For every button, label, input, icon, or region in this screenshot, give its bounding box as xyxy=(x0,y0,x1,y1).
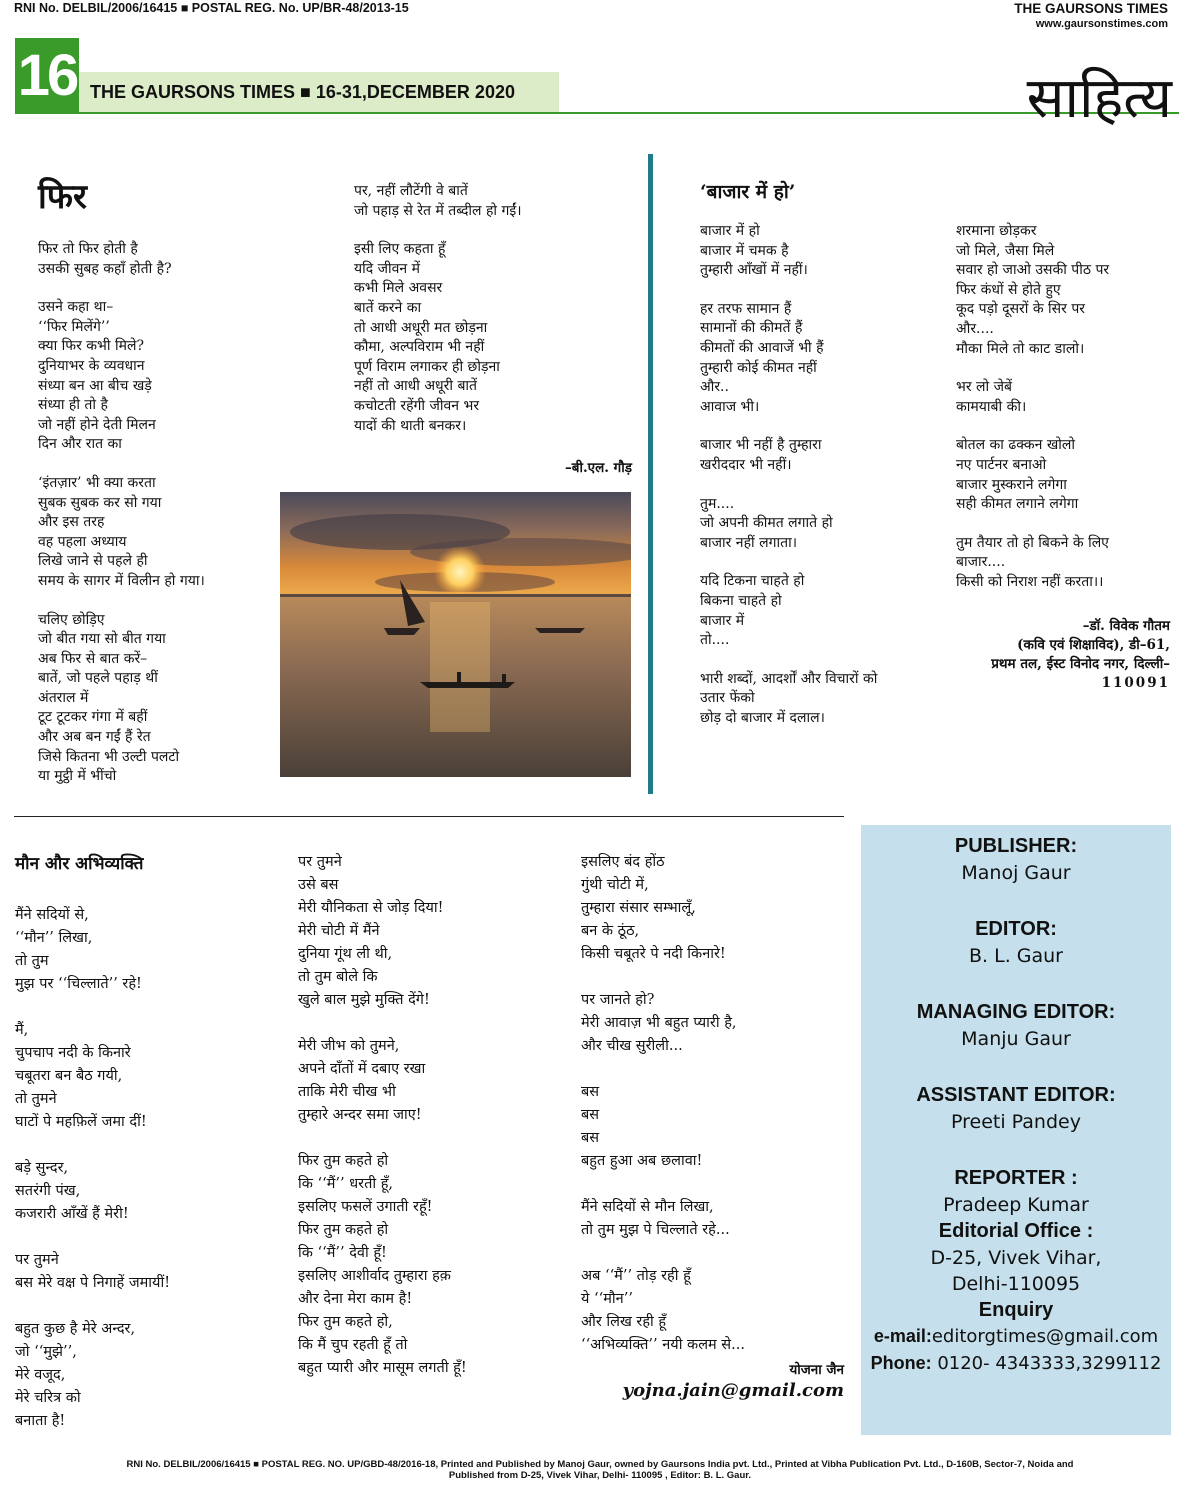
office-address-line: D-25, Vivek Vihar, xyxy=(930,1247,1102,1269)
poem-line: नहीं तो आधी अधूरी बातें xyxy=(354,378,478,395)
poem-line: यदि टिकना चाहते हो xyxy=(700,573,805,590)
poem-line: जो ‘‘मुझे’’, xyxy=(15,1344,77,1360)
poem-line: बनाता है! xyxy=(15,1413,66,1429)
email-address[interactable]: editorgtimes@gmail.com xyxy=(931,1326,1159,1347)
stanza xyxy=(298,851,568,1012)
poem-line: मेरी चोटी में मैंने xyxy=(298,923,380,939)
poem-line: बहुत हुआ अब छलावा! xyxy=(581,1153,703,1169)
poem2-author: –डॉ. विवेक गौतम xyxy=(1082,618,1170,634)
stanza xyxy=(700,436,950,475)
poem-line: खरीददार भी नहीं। xyxy=(700,456,792,473)
poem-line: और लिख रही हूँ xyxy=(581,1314,667,1330)
poem1-title: फिर xyxy=(38,177,87,217)
stanza xyxy=(581,1196,851,1242)
stanza xyxy=(700,300,950,418)
poem-line: मैंने सदियों से मौन लिखा, xyxy=(581,1199,714,1215)
poem-line: पूर्ण विराम लगाकर ही छोड़ना xyxy=(354,358,500,375)
stanza xyxy=(354,240,644,436)
poem-line: तो तुम बोले कि xyxy=(298,969,378,985)
website: www.gaursonstimes.com xyxy=(1035,18,1168,30)
poem-line: समय के सागर में विलीन हो गया। xyxy=(38,572,205,589)
sunset-boats-image xyxy=(280,492,631,777)
poem3-email: yojna.jain@gmail.com xyxy=(622,1380,844,1401)
stanza xyxy=(581,1081,851,1173)
poem-line: और देना मेरा काम है! xyxy=(298,1291,413,1307)
poem-line: कि ‘‘मैं’’ देवी हूँ! xyxy=(298,1245,387,1261)
poem-line: मैंने सदियों से, xyxy=(15,907,89,923)
stanza xyxy=(15,1249,275,1295)
poem1-author: –बी.एल. गौड़ xyxy=(565,460,632,476)
poem-line: कि मैं चुप रहती हूँ तो xyxy=(298,1337,408,1353)
poem-line: इसलिए फसलें उगाती रहूँ! xyxy=(298,1199,433,1215)
poem-line: कचोटती रहेंगी जीवन भर xyxy=(354,397,480,414)
imprint-line: RNI No. DELBIL/2006/16415 ■ POSTAL REG. NO. UP/GBD-48/2016-18, Printed and Published by Manoj Gaur, owned by Gaursons India pvt. Ltd., Printed at Vibha Publication Pvt. Ltd., D-160B, Sector-7, Noida and xyxy=(126,1459,1074,1470)
poem-line: उसकी सुबह कहाँ होती है? xyxy=(38,260,172,277)
poem3-col1 xyxy=(15,904,275,1456)
stanza xyxy=(298,1035,568,1127)
imprint-line: Published from D-25, Vivek Vihar, Delhi- 110095 , Editor: B. L. Gaur. xyxy=(448,1470,752,1481)
poem-line: ‘‘फिर मिलेंगे’’ xyxy=(38,318,110,335)
poem-line: इसी लिए कहता हूँ xyxy=(354,241,446,258)
stanza xyxy=(700,572,950,650)
poem-line: पर, नहीं लौटेंगी वे बातें xyxy=(354,183,468,199)
poem-line: ये ‘‘मौन’’ xyxy=(581,1291,633,1307)
poem-line: तुम्हारी आँखों में नहीं। xyxy=(700,262,808,279)
managing-editor-name: Manju Gaur xyxy=(961,1028,1071,1050)
poem-line: तो तुम xyxy=(15,953,49,969)
poem-line: मेरे चरित्र को xyxy=(15,1390,81,1406)
poem-line: दिन और रात का xyxy=(38,436,122,453)
poem-line: छोड़ दो बाजार में दलाल। xyxy=(700,709,825,726)
poem-line: शरमाना छोड़कर xyxy=(956,223,1037,239)
header-rule xyxy=(79,112,1179,114)
poem-line: और अब बन गईं हैं रेत xyxy=(38,729,151,746)
poem-line: जो पहाड़ से रेत में तब्दील हो गईं। xyxy=(354,202,522,219)
poem-line: तुम्हारी कोई कीमत नहीं xyxy=(700,359,817,376)
poem-line: मेरी यौनिकता से जोड़ दिया! xyxy=(298,900,444,916)
poem-line: कामयाबी की। xyxy=(956,398,1027,415)
stanza xyxy=(956,222,1171,359)
poem-line: बाजार भी नहीं है तुम्हारा xyxy=(700,437,822,454)
poem-line: बस xyxy=(581,1130,600,1146)
poem-line: तुम्हारा संसार सम्भालूँ, xyxy=(581,900,696,916)
poem-line: वह पहला अध्याय xyxy=(38,533,127,550)
managing-editor-label: MANAGING EDITOR: xyxy=(916,1001,1116,1023)
email-label: e-mail: xyxy=(873,1326,932,1346)
poem-line: पर तुमने xyxy=(298,854,342,870)
stanza xyxy=(581,1265,851,1357)
poem-line: बन के ठूंठ, xyxy=(581,923,640,939)
poem-line: मैं, xyxy=(15,1022,29,1038)
poem1-col2 xyxy=(354,182,644,455)
poem-line: भर लो जेबें xyxy=(956,379,1012,396)
poem-line: यदि जीवन में xyxy=(354,260,421,277)
stanza xyxy=(15,1318,275,1433)
poem-line: किसी चबूतरे पे नदी किनारे! xyxy=(581,946,726,962)
office-label: Editorial Office : xyxy=(938,1220,1094,1242)
poem3-col2 xyxy=(298,851,568,1403)
poem-line: उसे बस xyxy=(298,877,339,893)
poem-line: घाटों पे महफ़िलें जमा दीं! xyxy=(15,1114,147,1130)
poem-line: बिकना चाहते हो xyxy=(700,592,782,609)
poem-line: बाजार में हो xyxy=(700,223,760,239)
poem-line: उतार फेंको xyxy=(700,690,755,707)
poem-line: मेरी आवाज़ भी बहुत प्यारी है, xyxy=(581,1015,737,1031)
poem-line: अब ‘‘मैं’’ तोड़ रही हूँ xyxy=(581,1268,691,1284)
poem-line: बाजार नहीं लगाता। xyxy=(700,534,798,551)
poem-line: बातें करने का xyxy=(354,299,422,316)
poem-line: इसलिए बंद होंठ xyxy=(581,854,665,870)
poem3-author: योजना जैन xyxy=(789,1362,844,1378)
poem2-col2 xyxy=(956,222,1171,612)
poem-line: ‘‘अभिव्यक्ति’’ नयी कलम से... xyxy=(581,1337,745,1353)
stanza xyxy=(15,904,275,996)
poem-line: और.... xyxy=(956,320,994,337)
poem-line: कूद पड़ो दूसरों के सिर पर xyxy=(956,301,1086,318)
poem-line: बाजार.... xyxy=(956,554,1006,571)
editor-name: B. L. Gaur xyxy=(969,945,1063,967)
issue-line: THE GAURSONS TIMES ■ 16-31,DECEMBER 2020 xyxy=(90,82,515,102)
poem-line: कीमतों की आवाजें भी हैं xyxy=(700,339,824,356)
poem-line: चुपचाप नदी के किनारे xyxy=(15,1045,131,1061)
poem-line: ‘‘मौन’’ लिखा, xyxy=(15,930,93,946)
stanza xyxy=(38,611,278,787)
poem-line: मौका मिले तो काट डालो। xyxy=(956,340,1085,357)
poem-line: कि ‘‘मैं’’ धरती हूँ, xyxy=(298,1176,394,1192)
poem-line: जो बीत गया सो बीत गया xyxy=(38,631,166,648)
poem-line: संध्या ही तो है xyxy=(38,397,108,414)
editor-label: EDITOR: xyxy=(975,918,1057,940)
stanza xyxy=(15,1157,275,1226)
poem-line: तो तुम मुझ पे चिल्लाते रहे... xyxy=(581,1222,730,1238)
poem-line: बोतल का ढक्कन खोलो xyxy=(956,437,1076,454)
poem-line: उसने कहा था– xyxy=(38,299,114,316)
poem-line: फिर तुम कहते हो xyxy=(298,1222,389,1238)
poem-line: बस मेरे वक्ष पे निगाहें जमायीं! xyxy=(15,1275,171,1291)
poem-line: खुले बाल मुझे मुक्ति देंगे! xyxy=(298,992,430,1008)
poem-line: अपने दाँतों में दबाए रखा xyxy=(298,1061,426,1077)
poem-line: पर तुमने xyxy=(15,1252,59,1268)
poem-line: जो मिले, जैसा मिले xyxy=(956,242,1055,259)
poem-line: भारी शब्दों, आदर्शों और विचारों को xyxy=(700,670,878,687)
stanza xyxy=(956,436,1171,514)
stanza xyxy=(700,670,950,729)
poem-line: बातें, जो पहले पहाड़ थीं xyxy=(38,670,158,687)
poem1-col1 xyxy=(38,240,278,806)
stanza xyxy=(581,989,851,1058)
stanza xyxy=(15,1019,275,1134)
poem-line: पर जानते हो? xyxy=(581,992,655,1008)
poem-line: कभी मिले अवसर xyxy=(354,280,443,297)
stanza xyxy=(38,298,278,455)
poem-line: फिर तुम कहते हो xyxy=(298,1153,389,1169)
poem2-col1 xyxy=(700,222,950,747)
staff-box xyxy=(861,825,1171,1435)
poem-line: बहुत प्यारी और मासूम लगती हूँ! xyxy=(298,1360,467,1376)
poem-line: तुम.... xyxy=(700,495,735,512)
poem-line: या मुट्ठी में भींचो xyxy=(38,768,117,785)
column-divider xyxy=(648,154,653,794)
imprint-footer xyxy=(60,1459,1140,1481)
poem-line: यादों की थाती बनकर। xyxy=(354,417,467,434)
poem-line: कौमा, अल्पविराम भी नहीं xyxy=(354,339,485,356)
publisher-label: PUBLISHER: xyxy=(954,835,1078,857)
poem-line: सही कीमत लगाने लगेगा xyxy=(956,496,1079,513)
poem-line: टूट टूटकर गंगा में बहीं xyxy=(38,709,148,726)
poem-line: किसी को निराश नहीं करता।। xyxy=(956,573,1104,590)
assistant-editor-name: Preeti Pandey xyxy=(951,1111,1081,1133)
poem-line: तुम तैयार तो हो बिकने के लिए xyxy=(956,534,1109,551)
poem3-col3 xyxy=(581,851,851,1380)
poem-line: सुबक सुबक कर सो गया xyxy=(38,494,162,511)
poem-line: मेरे वजूद, xyxy=(15,1367,66,1383)
poem-line: सतरंगी पंख, xyxy=(15,1183,81,1199)
poem-line: बाजार में चमक है xyxy=(700,242,789,259)
paper-name-top: THE GAURSONS TIMES xyxy=(1014,1,1168,16)
reporter-label: REPORTER : xyxy=(954,1167,1078,1189)
poem-line: ताकि मेरी चीख भी xyxy=(298,1084,396,1100)
rni-top: RNI No. DELBIL/2006/16415 ■ POSTAL REG. No. UP/BR-48/2013-15 xyxy=(14,1,409,15)
author-detail-line: (कवि एवं शिक्षाविद), डी–61, xyxy=(1017,637,1170,653)
office-address-line: Delhi-110095 xyxy=(951,1273,1081,1295)
author-detail-line: 110091 xyxy=(1101,675,1170,691)
poem-line: ‘इंतज़ार’ भी क्या करता xyxy=(38,474,156,491)
phone-label: Phone: xyxy=(870,1353,932,1373)
poem-line: और चीख सुरीली... xyxy=(581,1038,683,1054)
poem-line: बाजार में xyxy=(700,612,745,629)
poem-line: मेरी जीभ को तुमने, xyxy=(298,1038,400,1054)
phone-numbers: 0120- 4343333,3299112 xyxy=(937,1353,1162,1374)
page-number: 16 xyxy=(15,38,79,114)
poem-line: बस xyxy=(581,1107,600,1123)
poem-line: हर तरफ सामान हैं xyxy=(700,300,792,317)
poem-line: बड़े सुन्दर, xyxy=(15,1160,69,1176)
poem-line: अंतराल में xyxy=(38,689,89,706)
poem-line: चबूतरा बन बैठ गयी, xyxy=(15,1068,123,1084)
enquiry-phone xyxy=(861,1353,1171,1374)
poem2-author-details xyxy=(991,636,1170,693)
section-title: साहित्य xyxy=(1026,66,1172,131)
reporter-name: Pradeep Kumar xyxy=(943,1194,1089,1216)
poem-line: तुम्हारे अन्दर समा जाए! xyxy=(298,1107,422,1123)
poem-line: सवार हो जाओ उसकी पीठ पर xyxy=(956,262,1110,279)
poem-line: दुनिया गूंथ ली थी, xyxy=(298,946,393,962)
poem3-title: मौन और अभिव्यक्ति xyxy=(15,854,144,874)
poem-line: इसलिए आशीर्वाद तुम्हारा हक़ xyxy=(298,1268,451,1284)
enquiry-label: Enquiry xyxy=(978,1299,1054,1321)
poem-line: बस xyxy=(581,1084,600,1100)
poem-line: और इस तरह xyxy=(38,514,105,531)
poem-line: जो अपनी कीमत लगाते हो xyxy=(700,515,833,532)
stanza xyxy=(700,495,950,554)
stanza xyxy=(700,222,950,281)
poem-line: चलिए छोड़िए xyxy=(38,611,105,628)
poem-line: तो आधी अधूरी मत छोड़ना xyxy=(354,319,488,336)
stanza xyxy=(581,851,851,966)
stanza xyxy=(38,474,278,592)
poem-line: तो.... xyxy=(700,632,730,649)
poem2-title: ‘बाजार में हो’ xyxy=(700,181,796,203)
poem-line: फिर तुम कहते हो, xyxy=(298,1314,393,1330)
poem-line: और.. xyxy=(700,379,729,396)
poem-line: फिर कंधों से होते हुए xyxy=(956,281,1061,298)
poem-line: फिर तो फिर होती है xyxy=(38,241,138,257)
poem-line: सामानों की कीमतें हैं xyxy=(700,320,803,337)
poem-line: बहुत कुछ है मेरे अन्दर, xyxy=(15,1321,136,1337)
assistant-editor-label: ASSISTANT EDITOR: xyxy=(916,1084,1116,1106)
poem-line: लिखे जाने से पहले ही xyxy=(38,553,148,570)
poem-line: जो नहीं होने देती मिलन xyxy=(38,416,156,433)
poem-line: क्या फिर कभी मिले? xyxy=(38,338,144,355)
poem-line: आवाज भी। xyxy=(700,398,760,415)
poem-line: मुझ पर ‘‘चिल्लाते’’ रहे! xyxy=(15,976,142,992)
poem-line: गुंथी चोटी में, xyxy=(581,877,649,893)
stanza xyxy=(38,240,278,279)
author-detail-line: प्रथम तल, ईस्ट विनोद नगर, दिल्ली– xyxy=(991,656,1170,672)
poem-line: जिसे कितना भी उल्टी पलटो xyxy=(38,748,180,765)
stanza xyxy=(956,534,1171,593)
poem-line: दुनियाभर के व्यवधान xyxy=(38,357,145,374)
enquiry-email xyxy=(861,1326,1171,1347)
stanza xyxy=(354,182,644,221)
poem-line: बाजार मुस्कराने लगेगा xyxy=(956,476,1067,493)
stanza xyxy=(298,1150,568,1380)
poem-line: अब फिर से बात करें– xyxy=(38,650,148,667)
poem-line: संध्या बन आ बीच खड़े xyxy=(38,377,152,394)
poem-line: कजरारी आँखें हैं मेरी! xyxy=(15,1206,129,1222)
section-divider xyxy=(14,816,844,817)
poem-line: तो तुमने xyxy=(15,1091,57,1107)
poem-line: नए पार्टनर बनाओ xyxy=(956,456,1047,473)
publisher-name: Manoj Gaur xyxy=(961,862,1071,884)
stanza xyxy=(956,378,1171,417)
